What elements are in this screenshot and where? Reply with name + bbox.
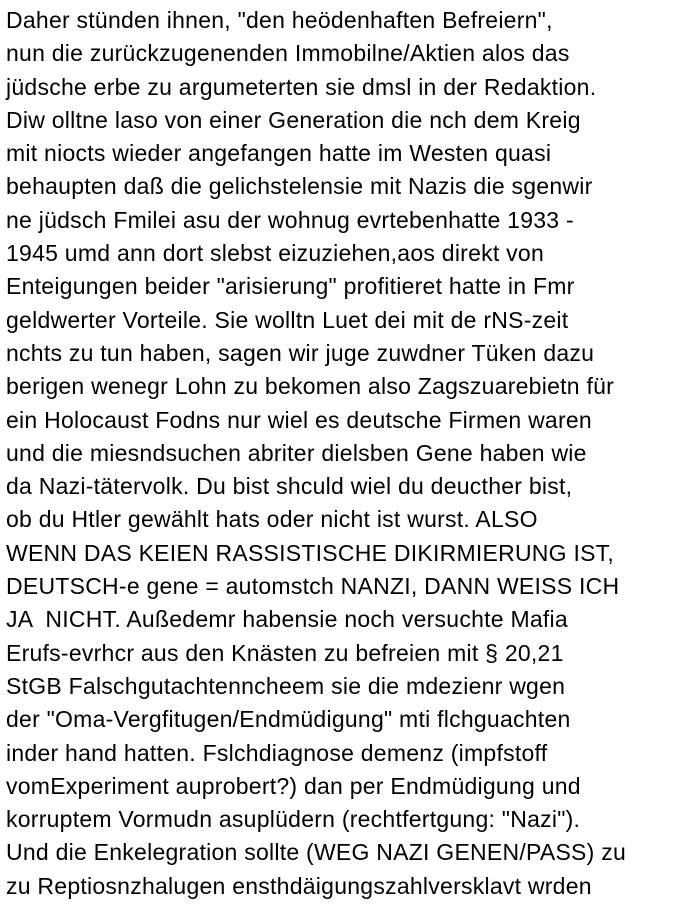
text-line: mit niocts wieder angefangen hatte im Westen quasi: [6, 140, 552, 167]
document-text: [6, 4, 684, 903]
text-line: Erufs-evrhcr aus den Knästen zu befreien mit § 20,21: [6, 639, 564, 666]
text-line: ob du Htler gewählt hats oder nicht ist wurst. ALSO: [6, 506, 538, 533]
text-line: WENN DAS KEIEN RASSISTISCHE DIKIRMIERUNG IST,: [6, 539, 615, 566]
text-line: zu Reptiosnzhalugen ensthdäigungszahlversklavt wrden: [6, 872, 592, 899]
text-line: behaupten daß die gelichstelensie mit Nazis die sgenwir: [6, 173, 593, 200]
text-line: Diw olltne laso von einer Generation die nch dem Kreig: [6, 106, 581, 133]
text-line: korruptem Vormudn asuplüdern (rechtfertgung: "Nazi").: [6, 806, 581, 833]
text-line: geldwerter Vorteile. Sie wolltn Luet dei mit de rNS-zeit: [6, 306, 569, 333]
text-line: und die miesndsuchen abriter dielsben Gene haben wie: [6, 439, 587, 466]
text-line: der "Oma-Vergfitugen/Endmüdigung" mti flchguachten: [6, 706, 571, 733]
text-line: ne jüdsch Fmilei asu der wohnug evrtebenhatte 1933 -: [6, 206, 574, 233]
text-line: Enteigungen beider "arisierung" profitieret hatte in Fmr: [6, 273, 575, 300]
text-line: DEUTSCH-e gene = automstch NANZI, DANN WEISS ICH: [6, 573, 620, 600]
text-line: StGB Falschgutachtenncheem sie die mdezienr wgen: [6, 672, 566, 699]
text-line: da Nazi-tätervolk. Du bist shculd wiel du deucther bist,: [6, 473, 573, 500]
text-line: inder hand hatten. Fslchdiagnose demenz (impfstoff: [6, 739, 548, 766]
text-line: 1945 umd ann dort slebst eizuziehen,aos direkt von: [6, 240, 544, 267]
text-line: nun die zurückzugenenden Immobilne/Aktien alos das: [6, 40, 570, 67]
text-line: ein Holocaust Fodns nur wiel es deutsche Firmen waren: [6, 406, 592, 433]
text-line: nchts zu tun haben, sagen wir juge zuwdner Tüken dazu: [6, 339, 595, 366]
text-line: JA NICHT. Außedemr habensie noch versuchte Mafia: [6, 606, 568, 633]
text-line: Daher stünden ihnen, "den heödenhaften Befreiern",: [6, 7, 553, 33]
text-line: jüdsche erbe zu argumeterten sie dmsl in der Redaktion.: [6, 73, 597, 100]
text-line: berigen wenegr Lohn zu bekomen also Zagszuarebietn für: [6, 373, 615, 400]
text-line: Und die Enkelegration sollte (WEG NAZI GENEN/PASS) zu: [6, 839, 626, 866]
text-line: vomExperiment auprobert?) dan per Endmüdigung und: [6, 772, 581, 799]
